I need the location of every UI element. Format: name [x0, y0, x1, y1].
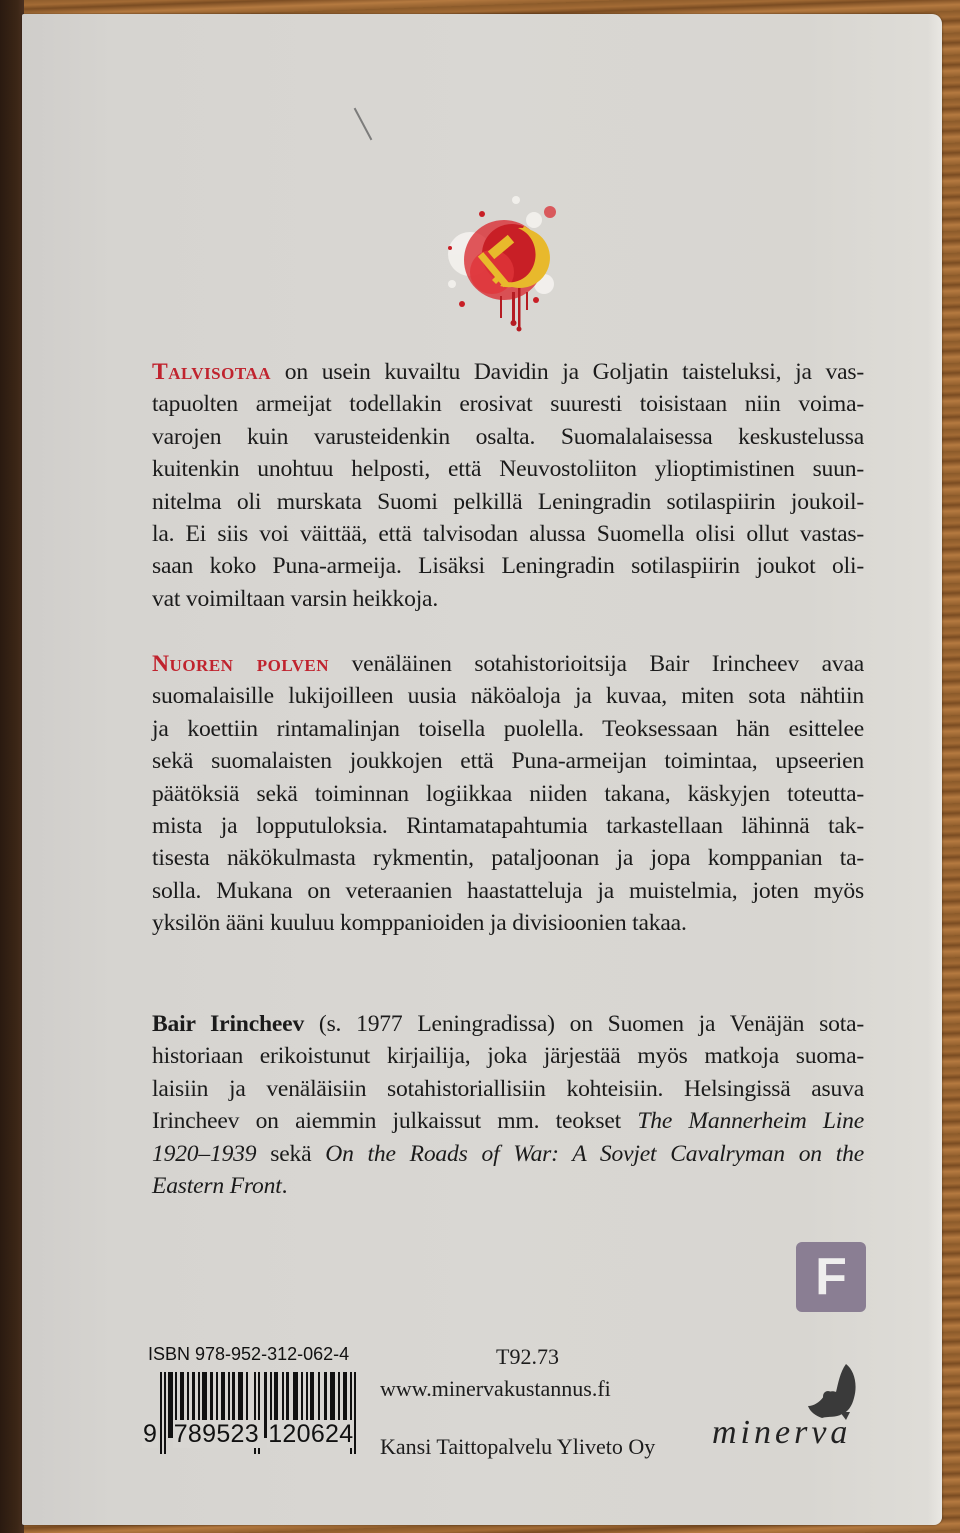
book-back-cover [22, 14, 942, 1525]
paragraph-lead-nuoren-polven: Nuoren polven [152, 651, 329, 677]
author-name: Bair Irincheev [152, 1011, 305, 1037]
isbn-label: ISBN 978-952-312-062-4 [148, 1344, 350, 1364]
cover-credit: Kansi Taittopalvelu Yliveto Oy [380, 1434, 656, 1459]
publisher-logo-minerva: minerva [712, 1414, 852, 1451]
author-bio: Bair Irincheev (s. 1977 Leningradissa) on Suomen ja Venäjän sota- historiaan erikoistunut kirjailija, joka järjestää myös matkoja suoma- laisiin ja venäläisiin sotahistoriallisiin kohteisiin. Helsingissä asuva Irincheev on aiemmin julkaissut mm. teokset The Mannerheim Line 1920–1939 sekä On the Roads of War: A Sovjet Cavalryman on the Eastern Front. [152, 1011, 865, 1200]
paragraph-lead-talvisotaa: Talvisotaa [152, 359, 271, 385]
classification-code: T92.73 [496, 1344, 559, 1369]
cover-scratch [354, 108, 373, 141]
book-title-roads-of-war: On the Roads of War: A Sovjet Cavalryman on the [325, 1140, 864, 1167]
publisher-website[interactable]: www.minervakustannus.fi [380, 1376, 611, 1401]
book-title-mannerheim-line: The Mannerheim Line [637, 1108, 865, 1135]
owl-icon [802, 1362, 862, 1416]
description-paragraph-1: Talvisotaa on usein kuvailtu Davidin ja Goljatin taisteluksi, ja vas- tapuolten armeijat todellakin erosivat suuresti toisistaan niin voima- varojen kuin varusteidenkin osalta. Suomalalaisessa keskustelussa kuitenkin unohtuu helposti, että Neuvostoliiton ylioptimistinen suun- nitelma oli murskata Suomi pelkillä Leningradin sotilaspiirin joukoil- la. Ei siis voi väittää, että talvisodan alussa Suomella olisi ollut vastas- saan koko Puna-armeija. Lisäksi Leningradin sotilaspiirin joukot oli- vat voimiltaan varsin heikkoja. [152, 359, 864, 612]
description-paragraph-2: Nuoren polven venäläinen sotahistorioitsija Bair Irincheev avaa suomalaisille lukijoilleen uusia näköaloja ja kuvaa, miten sota nähtiin ja koettiin rintamalinjan toisella puolella. Teoksessaan hän esittelee sekä suomalaisten joukkojen että Puna-armeijan toimintaa, upseerien päätöksiä sekä toiminnan logiikkaa niiden takana, käskyjen toteutta- mista ja lopputuloksia. Rintamatapahtumia tarkastellaan lähinnä tak- tisesta näkökulmasta rykmentin, pataljoonan ja jopa komppanian ta- solla. Mukana on veteraanien haastatteluja ja muistelmia, joten myös yksilön ääni kuuluu komppanioiden ja divisioonien takaa. [152, 651, 865, 937]
barcode-digits: 9 789523 120624 [143, 1420, 354, 1448]
table-surface-shadow [0, 0, 24, 1533]
category-badge-f: F [796, 1242, 866, 1312]
hammer-and-sickle-splatter-icon [432, 192, 572, 332]
